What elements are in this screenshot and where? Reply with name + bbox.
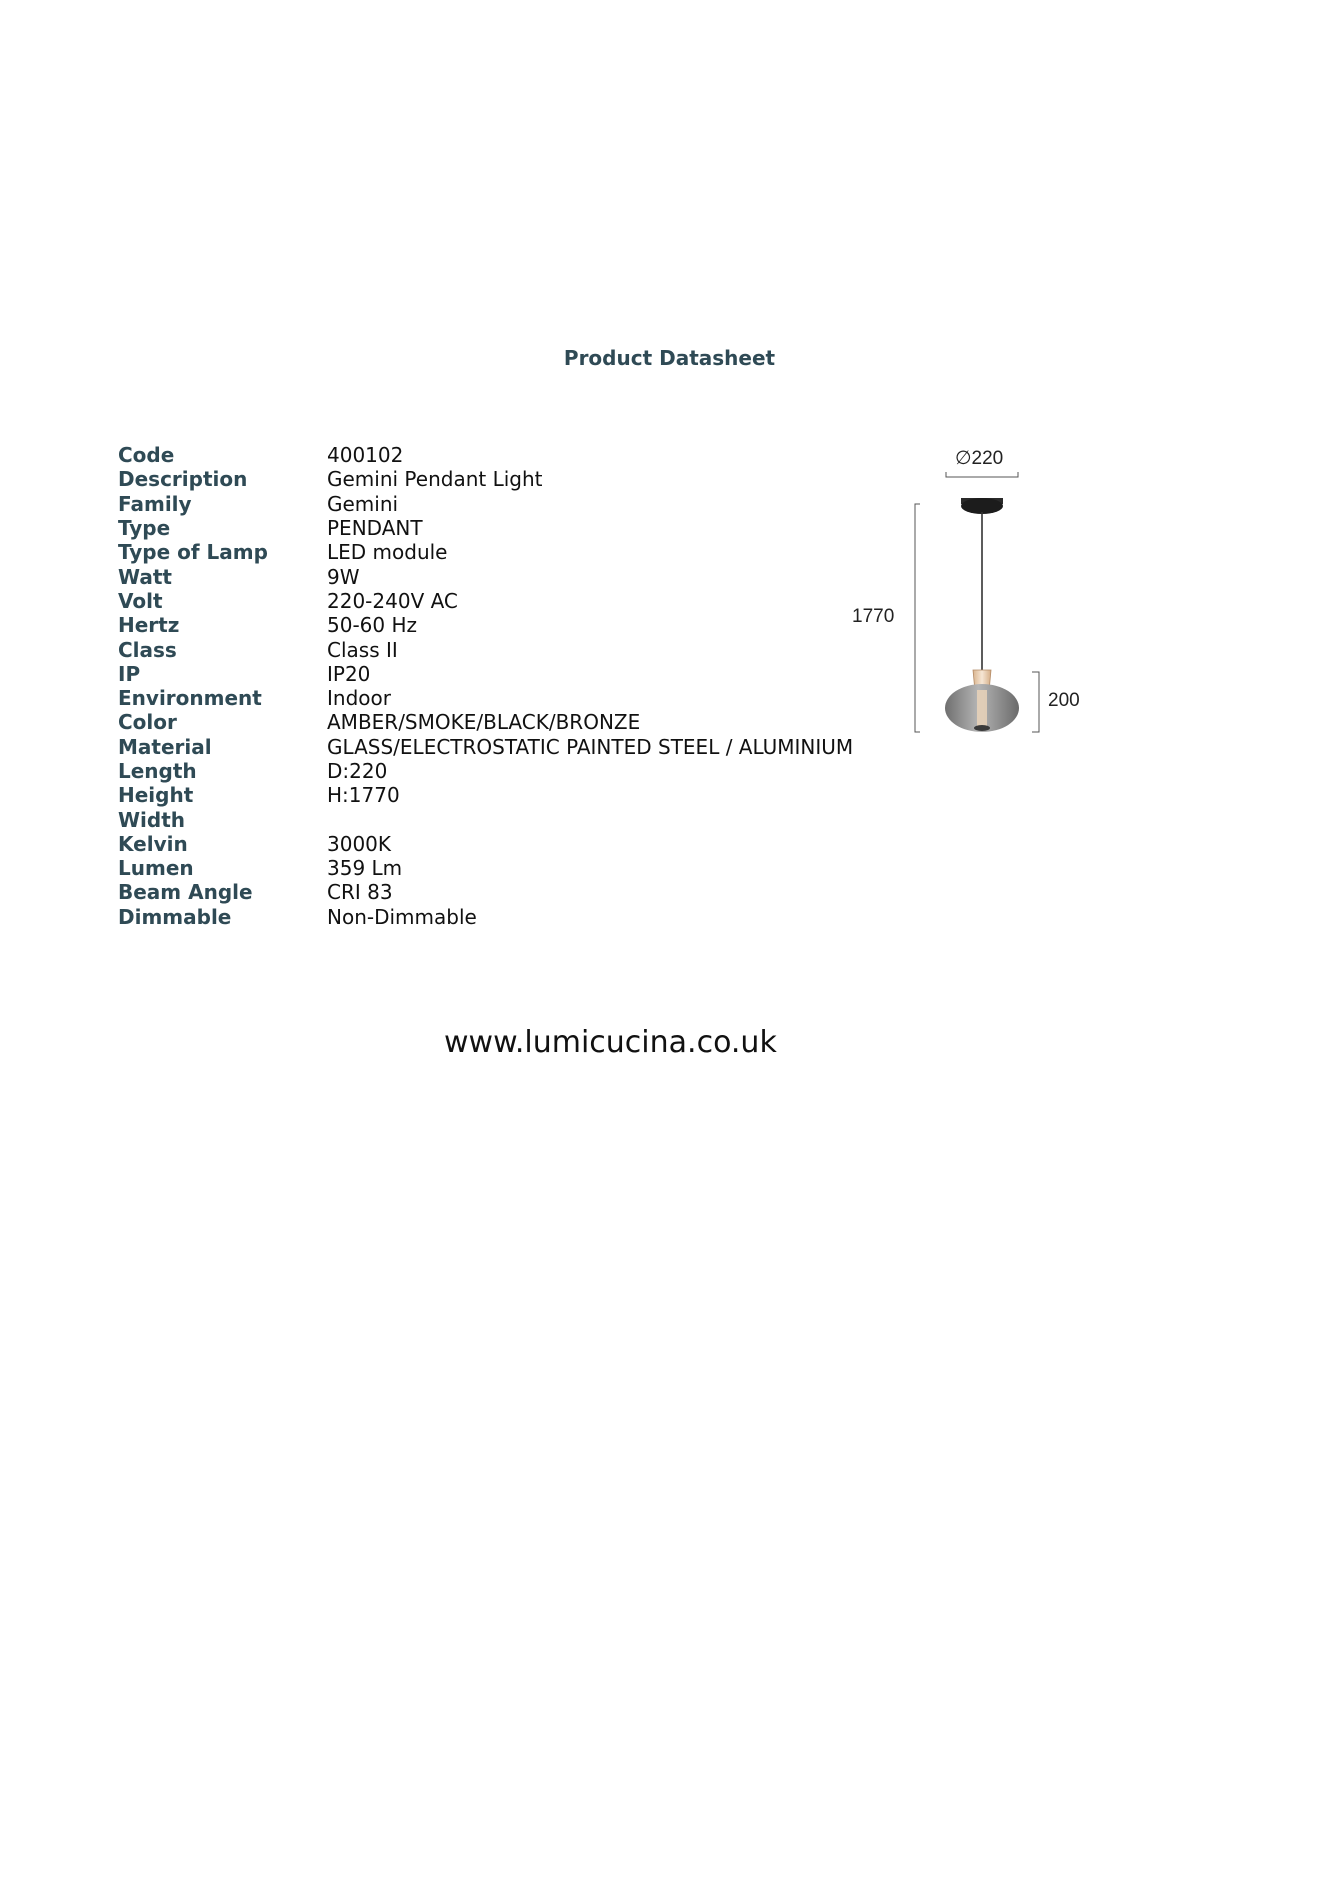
page-title: Product Datasheet: [563, 346, 776, 370]
spec-value: Indoor: [327, 686, 391, 711]
shade-height-dimension-line: [1032, 672, 1039, 732]
spec-row: [118, 467, 918, 491]
spec-value: IP20: [327, 661, 371, 686]
spec-label: Color: [118, 710, 177, 735]
spec-label: IP: [118, 661, 141, 686]
spec-label: Material: [118, 734, 212, 759]
spec-label: Width: [118, 807, 186, 832]
spec-label: Environment: [118, 686, 262, 711]
spec-label: Type of Lamp: [118, 540, 268, 565]
spec-row: [118, 589, 918, 613]
spec-value: 220-240V AC: [327, 588, 458, 613]
spec-value: 9W: [327, 564, 360, 589]
spec-value: 3000K: [327, 831, 392, 856]
spec-value: LED module: [327, 540, 448, 565]
spec-label: Description: [118, 467, 248, 492]
spec-row: [118, 735, 918, 759]
inner-glow: [977, 690, 987, 726]
spec-row: [118, 516, 918, 540]
spec-value: GLASS/ELECTROSTATIC PAINTED STEEL / ALUMINIUM: [327, 734, 854, 759]
spec-row: [118, 686, 918, 710]
spec-row: [118, 564, 918, 588]
spec-row: [118, 807, 918, 831]
spec-label: Kelvin: [118, 831, 188, 856]
spec-label: Length: [118, 759, 197, 783]
spec-value: Class II: [327, 637, 398, 662]
website-link[interactable]: www.lumicucina.co.uk: [444, 1025, 777, 1060]
spec-row: [118, 540, 918, 564]
diameter-dimension-line: [946, 472, 1018, 477]
spec-row: [118, 832, 918, 856]
spec-label: Class: [118, 637, 177, 662]
spec-row: [118, 637, 918, 661]
spec-value: Gemini: [327, 491, 399, 516]
spec-value: CRI 83: [327, 880, 393, 905]
spec-label: Height: [118, 783, 194, 808]
spec-row: [118, 710, 918, 734]
spec-label: Lumen: [118, 856, 194, 881]
spec-row: [118, 662, 918, 686]
total-height-dimension-line: [915, 504, 920, 732]
spec-value: 400102: [327, 443, 404, 468]
spec-row: [118, 613, 918, 637]
spec-row: [118, 492, 918, 516]
shade-height-label: 200: [1048, 690, 1080, 711]
spec-label: Volt: [118, 588, 163, 613]
spec-row: [118, 880, 918, 904]
spec-value: AMBER/SMOKE/BLACK/BRONZE: [327, 710, 641, 735]
spec-value: D:220: [327, 759, 388, 783]
spec-row: [118, 443, 918, 467]
spec-value: Non-Dimmable: [327, 904, 477, 929]
spec-label: Beam Angle: [118, 880, 253, 905]
spec-label: Dimmable: [118, 904, 232, 929]
spec-label: Code: [118, 443, 175, 468]
spec-value: H:1770: [327, 783, 400, 808]
shade-bottom: [974, 725, 990, 731]
spec-table: [118, 443, 918, 929]
product-dimension-drawing: [850, 440, 1110, 740]
spec-label: Watt: [118, 564, 172, 589]
spec-label: Hertz: [118, 613, 180, 638]
diameter-label: ∅220: [955, 448, 1004, 469]
canopy-base: [961, 498, 1003, 514]
spec-label: Family: [118, 491, 192, 516]
spec-row: [118, 759, 918, 783]
spec-row: [118, 856, 918, 880]
spec-value: Gemini Pendant Light: [327, 467, 543, 492]
total-height-label: 1770: [852, 606, 895, 627]
spec-value: 359 Lm: [327, 856, 403, 881]
spec-value: PENDANT: [327, 516, 423, 541]
spec-row: [118, 905, 918, 929]
spec-label: Type: [118, 516, 171, 541]
spec-row: [118, 783, 918, 807]
spec-value: 50-60 Hz: [327, 613, 418, 638]
